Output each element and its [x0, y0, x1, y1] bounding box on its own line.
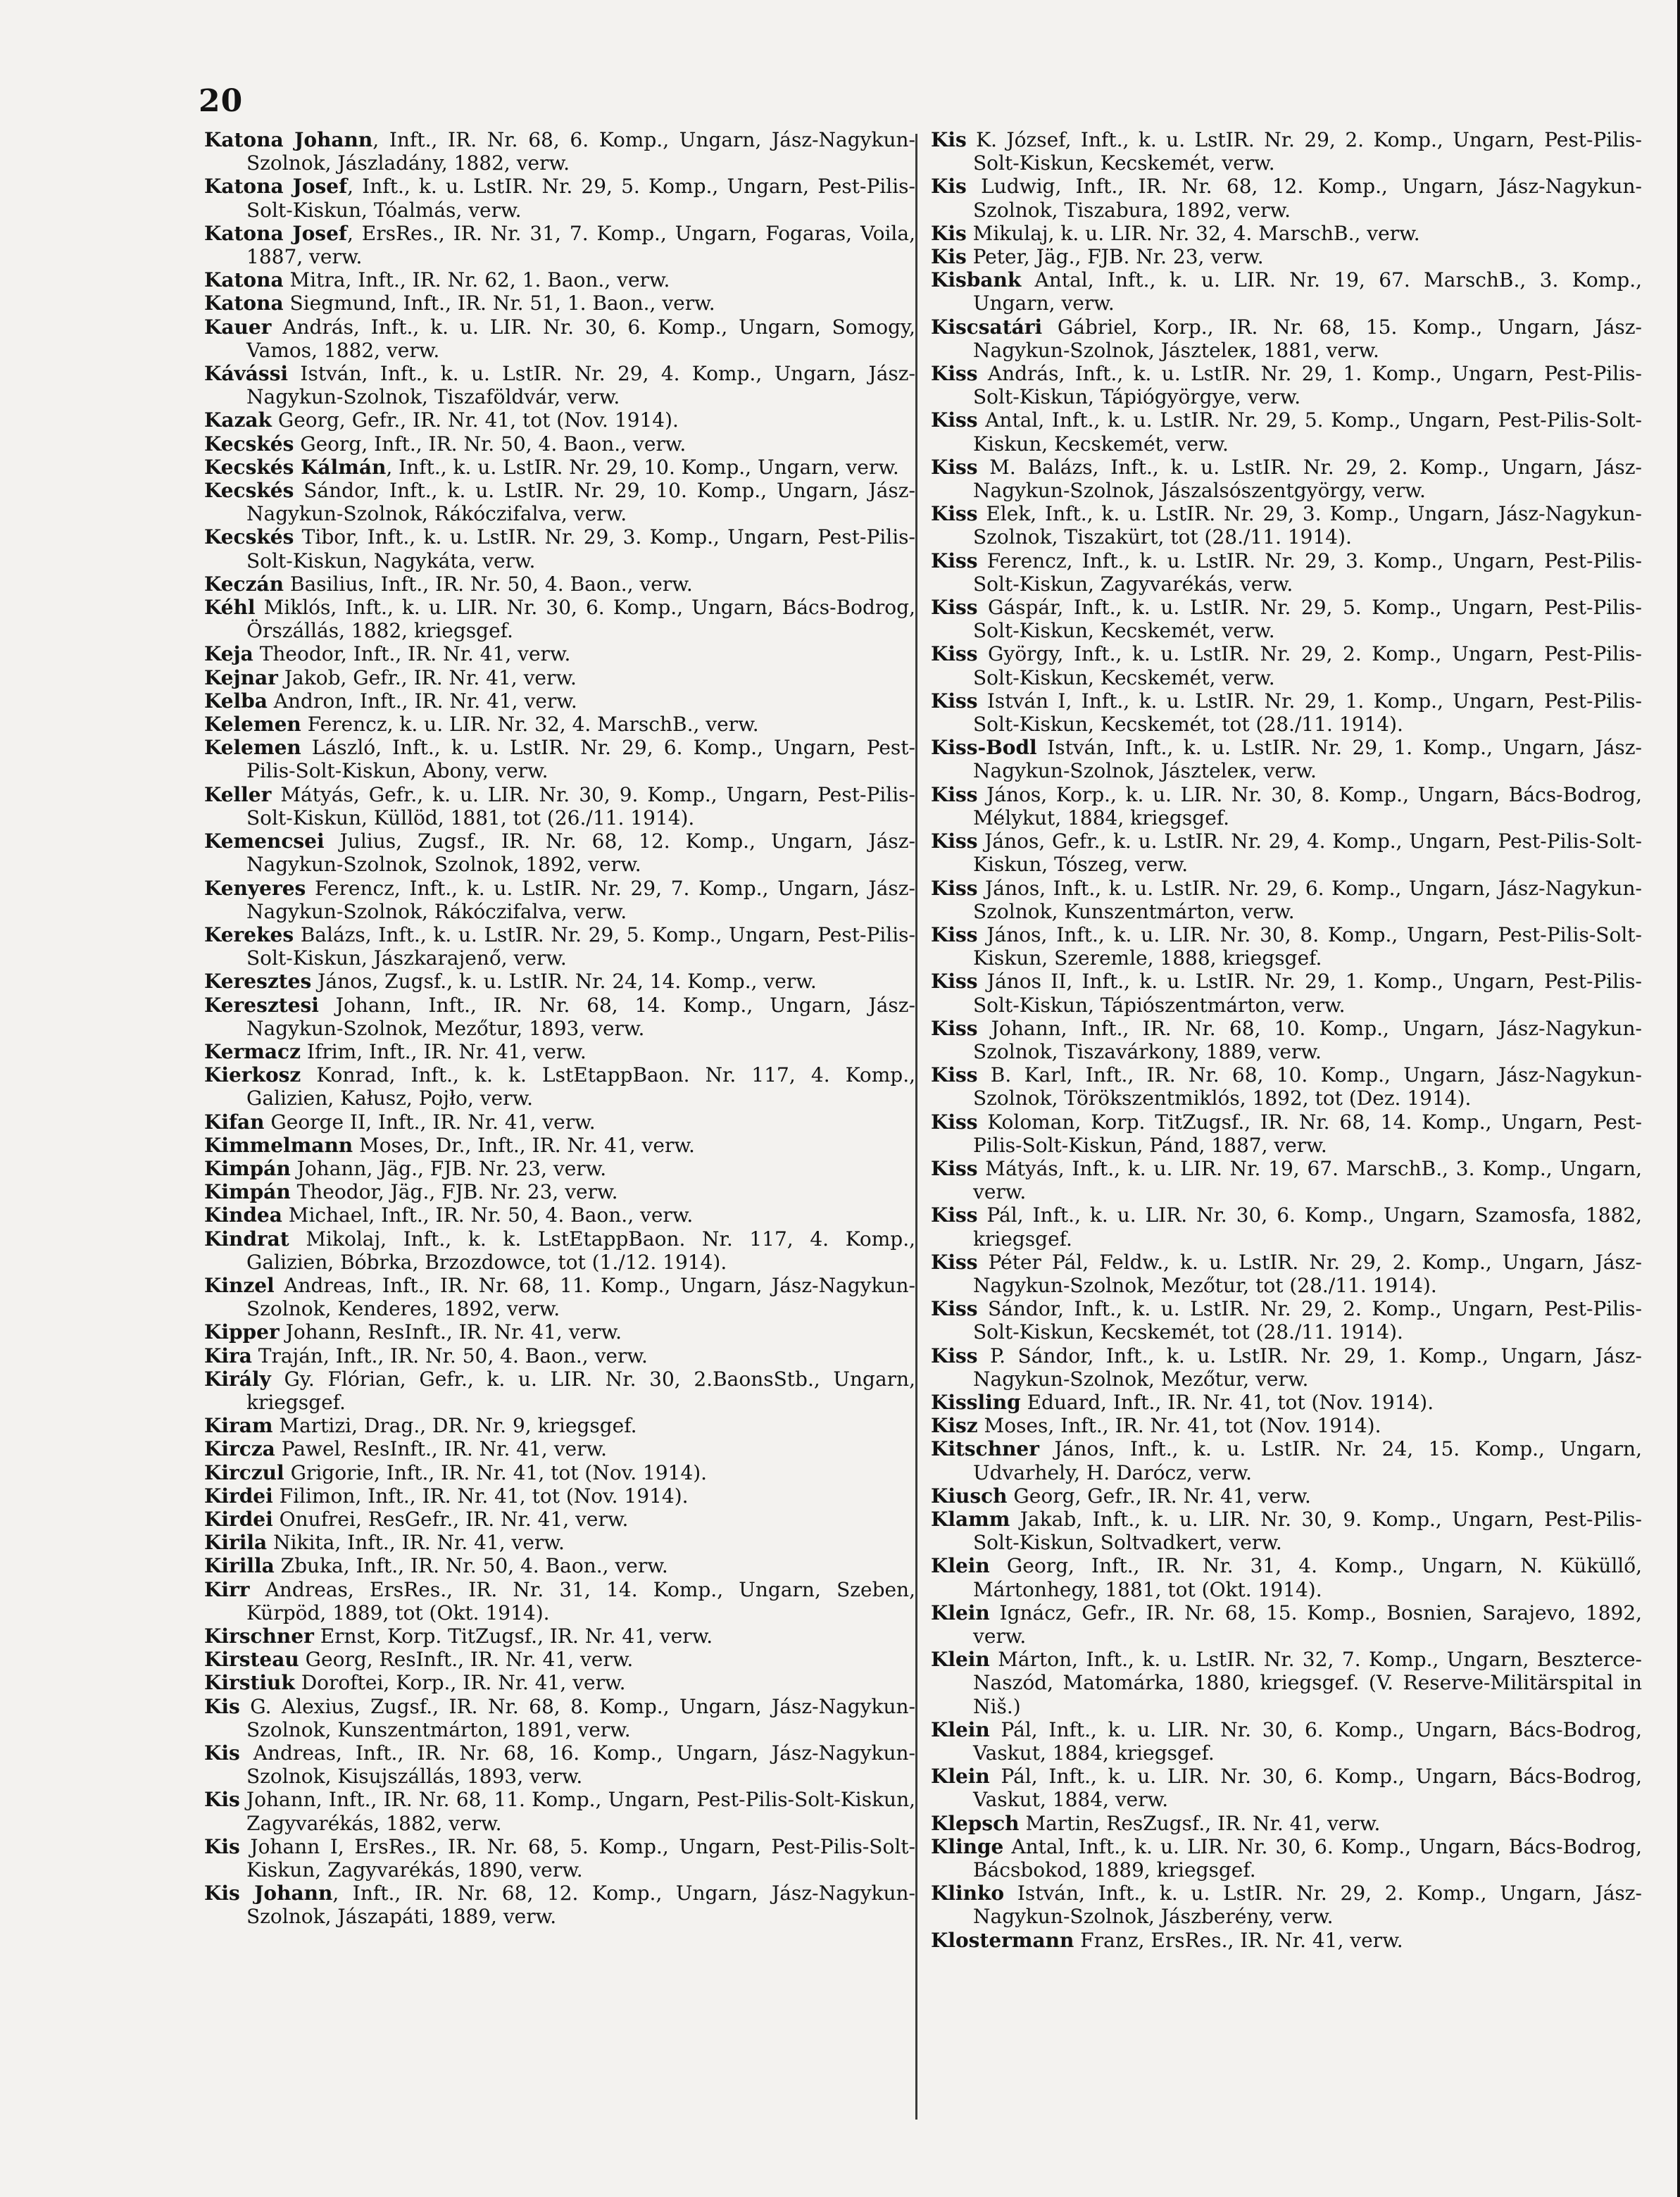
entry-surname: Katona Josef	[204, 221, 347, 245]
entry-surname: Kiss	[931, 1250, 978, 1274]
list-item	[931, 830, 1642, 876]
entry-surname: Kávássi	[204, 362, 289, 386]
entry-details: Gáspár, Inft., k. u. LstIR. Nr. 29, 5. Komp., Ungarn, Pest-Pilis-Solt-Kiskun, Kecskemét, verw.	[973, 596, 1642, 643]
entry-details: Mikulaj, k. u. LIR. Nr. 32, 4. MarschB., verw.	[966, 221, 1420, 245]
entry-details: Koloman, Korp. TitZugsf., IR. Nr. 68, 14. Komp., Ungarn, Pest-Pilis-Solt-Kiskun, Pánd, 1887, verw.	[973, 1110, 1642, 1157]
list-item	[204, 1671, 915, 1694]
entry-surname: Kirschner	[204, 1625, 314, 1648]
list-item	[204, 1835, 915, 1882]
list-item	[931, 315, 1642, 362]
list-item	[204, 1625, 915, 1648]
entry-details: Georg, ResInft., IR. Nr. 41, verw.	[299, 1648, 634, 1672]
entry-details: Balázs, Inft., k. u. LstIR. Nr. 29, 5. Komp., Ungarn, Pest-Pilis-Solt-Kiskun, Jászkarajenő, verw.	[246, 922, 915, 970]
entry-details: Jakob, Gefr., IR. Nr. 41, verw.	[277, 665, 577, 689]
list-item	[204, 1741, 915, 1788]
list-item	[204, 1437, 915, 1460]
entry-details: István, Inft., k. u. LstIR. Nr. 29, 4. Komp., Ungarn, Jász-Nagykun-Szolnok, Tiszaföldvár, verw.	[246, 362, 915, 409]
entry-details: Andron, Inft., IR. Nr. 41, verw.	[267, 689, 577, 713]
list-item	[204, 642, 915, 665]
list-item	[931, 1882, 1642, 1928]
entry-surname: Kirdei	[204, 1507, 273, 1531]
right-column	[931, 128, 1642, 1952]
entry-details: , Inft., IR. Nr. 68, 6. Komp., Ungarn, Jász-Nagykun-Szolnok, Jászladány, 1882, verw.	[246, 128, 915, 175]
entry-details: Traján, Inft., IR. Nr. 50, 4. Baon., verw.	[251, 1344, 648, 1367]
list-item	[204, 1695, 915, 1741]
entry-surname: Kermacz	[204, 1039, 301, 1063]
entry-details: János, Zugsf., k. u. LstIR. Nr. 24, 14. Komp., verw.	[311, 970, 817, 994]
entry-surname: Kiram	[204, 1414, 273, 1438]
list-item	[931, 1110, 1642, 1157]
entry-surname: Kiss	[931, 922, 978, 946]
entry-surname: Kecskés	[204, 479, 294, 503]
list-item	[931, 362, 1642, 408]
entry-details: Ifrim, Inft., IR. Nr. 41, verw.	[301, 1039, 587, 1063]
entry-details: Pál, Inft., k. u. LIR. Nr. 30, 6. Komp., Ungarn, Szamosfa, 1882, kriegsgef.	[973, 1203, 1642, 1251]
entry-details: Johann I, ErsRes., IR. Nr. 68, 5. Komp., Ungarn, Pest-Pilis-Solt-Kiskun, Zagyvarékás, 1890, verw.	[239, 1834, 915, 1882]
entry-surname: Klepsch	[931, 1811, 1020, 1835]
entry-details: Miklós, Inft., k. u. LIR. Nr. 30, 6. Komp., Ungarn, Bács-Bodrog, Örszállás, 1882, kriegsgef.	[246, 596, 915, 643]
entry-surname: Keczán	[204, 572, 284, 596]
entry-surname: Kiss	[931, 1203, 978, 1227]
entry-surname: Kipper	[204, 1320, 280, 1344]
list-item	[931, 502, 1642, 549]
entry-surname: Kiss	[931, 1156, 978, 1180]
entry-surname: Keja	[204, 642, 253, 666]
entry-surname: Kiss	[931, 1063, 978, 1087]
entry-details: Ferencz, Inft., k. u. LstIR. Nr. 29, 3. Komp., Ungarn, Pest-Pilis-Solt-Kiskun, Zagyvarékás, verw.	[973, 549, 1642, 596]
entry-surname: Klein	[931, 1554, 990, 1578]
entry-surname: Kis	[204, 1834, 240, 1858]
list-item	[204, 1344, 915, 1367]
entry-surname: Klinko	[931, 1882, 1005, 1905]
entry-details: Theodor, Jäg., FJB. Nr. 23, verw.	[290, 1180, 618, 1204]
entry-details: János, Korp., k. u. LIR. Nr. 30, 8. Komp., Ungarn, Bács-Bodrog, Mélykut, 1884, kriegsgef.	[973, 782, 1642, 830]
entry-surname: Kimpán	[204, 1156, 291, 1180]
entry-details: György, Inft., k. u. LstIR. Nr. 29, 2. Komp., Ungarn, Pest-Pilis-Solt-Kiskun, Kecskemét, verw.	[973, 642, 1642, 689]
list-item	[204, 1531, 915, 1554]
entry-details: Julius, Zugsf., IR. Nr. 68, 12. Komp., Ungarn, Jász-Nagykun-Szolnok, Szolnok, 1892, verw.	[246, 830, 915, 877]
list-item	[204, 1227, 915, 1274]
list-item	[204, 689, 915, 713]
entry-surname: Kimpán	[204, 1180, 291, 1204]
entry-details: Grigorie, Inft., IR. Nr. 41, tot (Nov. 1914).	[284, 1460, 708, 1484]
entry-surname: Kéhl	[204, 596, 256, 620]
entry-surname: Keresztes	[204, 970, 312, 994]
entry-details: Onufrei, ResGefr., IR. Nr. 41, verw.	[272, 1507, 629, 1531]
entry-details: George II, Inft., IR. Nr. 41, verw.	[264, 1110, 596, 1134]
entry-details: Andreas, Inft., IR. Nr. 68, 11. Komp., Ungarn, Jász-Nagykun-Szolnok, Kenderes, 1892, verw.	[246, 1273, 915, 1321]
entry-details: István I, Inft., k. u. LstIR. Nr. 29, 1. Komp., Ungarn, Pest-Pilis-Solt-Kiskun, Kecskemét, tot (28./11. 1914).	[973, 689, 1642, 737]
list-item	[204, 1180, 915, 1203]
list-item	[204, 1274, 915, 1320]
entry-surname: Kifan	[204, 1110, 265, 1134]
list-item	[931, 1508, 1642, 1554]
list-item	[204, 596, 915, 642]
list-item	[204, 572, 915, 596]
entry-surname: Kirr	[204, 1577, 250, 1601]
list-item	[204, 222, 915, 268]
list-item	[931, 1812, 1642, 1835]
list-item	[931, 970, 1642, 1016]
list-item	[204, 1063, 915, 1110]
entry-surname: Kauer	[204, 315, 272, 339]
list-item	[204, 1882, 915, 1928]
list-item	[931, 245, 1642, 268]
list-item	[204, 1320, 915, 1344]
entry-details: Johann, Inft., IR. Nr. 68, 10. Komp., Ungarn, Jász-Nagykun-Szolnok, Tiszavárkony, 1889, verw.	[973, 1016, 1642, 1063]
entry-details: , ErsRes., IR. Nr. 31, 7. Komp., Ungarn, Fogaras, Voila, 1887, verw.	[246, 221, 915, 269]
entry-surname: Keresztesi	[204, 993, 319, 1017]
entry-surname: Klostermann	[931, 1928, 1074, 1952]
list-item	[931, 1484, 1642, 1508]
entry-details: Ludwig, Inft., IR. Nr. 68, 12. Komp., Ungarn, Jász-Nagykun-Szolnok, Tiszabura, 1892, verw.	[966, 175, 1642, 222]
list-item	[931, 222, 1642, 245]
entry-details: Mátyás, Gefr., k. u. LIR. Nr. 30, 9. Komp., Ungarn, Pest-Pilis-Solt-Kiskun, Küllöd, 1881, tot (26./11. 1914).	[246, 782, 915, 830]
entry-surname: Kiss	[931, 689, 978, 713]
entry-surname: Kiss-Bodl	[931, 736, 1037, 760]
entry-details: Martizi, Drag., DR. Nr. 9, kriegsgef.	[272, 1414, 637, 1438]
list-item	[204, 1040, 915, 1063]
entry-details: János, Inft., k. u. LstIR. Nr. 29, 6. Komp., Ungarn, Jász-Nagykun-Szolnok, Kunszentmárton, verw.	[973, 876, 1642, 923]
entry-surname: Katona Josef	[204, 175, 348, 199]
entry-surname: Kiscsatári	[931, 315, 1043, 339]
list-item	[204, 970, 915, 993]
entry-surname: Kelba	[204, 689, 268, 713]
list-item	[204, 1508, 915, 1531]
list-item	[204, 1648, 915, 1671]
entry-surname: Klein	[931, 1601, 990, 1625]
entry-details: János, Inft., k. u. LstIR. Nr. 24, 15. Komp., Ungarn, Udvarhely, H. Daróсz, verw.	[973, 1437, 1642, 1484]
entry-surname: Kissling	[931, 1390, 1021, 1414]
entry-details: P. Sándor, Inft., k. u. LstIR. Nr. 29, 1. Komp., Ungarn, Jász-Nagykun-Szolnok, Mezőtur, verw.	[973, 1344, 1642, 1391]
list-item	[204, 1203, 915, 1227]
entry-surname: Klein	[931, 1765, 990, 1789]
entry-details: András, Inft., k. u. LIR. Nr. 30, 6. Komp., Ungarn, Somogy, Vamos, 1882, verw.	[246, 315, 915, 362]
entry-details: János, Gefr., k. u. LstIR. Nr. 29, 4. Komp., Ungarn, Pest-Pilis-Solt-Kiskun, Tószeg, verw.	[973, 830, 1642, 877]
entry-surname: Kiss	[931, 876, 978, 900]
entry-surname: Kiss	[931, 1110, 978, 1134]
entry-surname: Kis	[931, 128, 967, 151]
list-item	[204, 362, 915, 408]
column-divider	[915, 134, 917, 2120]
entry-surname: Kiss	[931, 642, 978, 666]
entry-details: Pál, Inft., k. u. LIR. Nr. 30, 6. Komp., Ungarn, Bács-Bodrog, Vaskut, 1884, verw.	[973, 1765, 1642, 1812]
entry-details: Georg, Inft., IR. Nr. 50, 4. Baon., verw.	[294, 432, 687, 456]
list-item	[931, 736, 1642, 782]
entry-surname: Kiss	[931, 782, 978, 806]
entry-surname: Kirczul	[204, 1460, 284, 1484]
left-column	[204, 128, 915, 1929]
list-item	[931, 1414, 1642, 1437]
entry-details: Jakab, Inft., k. u. LIR. Nr. 30, 9. Komp., Ungarn, Pest-Pilis-Solt-Kiskun, Soltvadkert, verw.	[973, 1507, 1642, 1555]
entry-details: Antal, Inft., k. u. LIR. Nr. 19, 67. MarschB., 3. Komp., Ungarn, verw.	[973, 268, 1642, 315]
entry-details: László, Inft., k. u. LstIR. Nr. 29, 6. Komp., Ungarn, Pest-Pilis-Solt-Kiskun, Abony, verw.	[246, 736, 915, 783]
entry-details: András, Inft., k. u. LstIR. Nr. 29, 1. Komp., Ungarn, Pest-Pilis-Solt-Kiskun, Tápiógyörgye, verw.	[973, 362, 1642, 409]
entry-details: Gy. Flórian, Gefr., k. u. LIR. Nr. 30, 2.BaonsStb., Ungarn, kriegsgef.	[246, 1367, 915, 1414]
list-item	[931, 1765, 1642, 1811]
page-number: 20	[199, 83, 244, 119]
entry-surname: Katona	[204, 268, 284, 292]
list-item	[204, 175, 915, 221]
list-item	[931, 1648, 1642, 1718]
list-item	[204, 432, 915, 456]
entry-surname: Kimmelmann	[204, 1133, 353, 1157]
entry-surname: Kirila	[204, 1531, 268, 1555]
entry-surname: Katona	[204, 292, 284, 315]
entry-surname: Kecskés	[204, 432, 294, 456]
entry-details: Elek, Inft., k. u. LstIR. Nr. 29, 3. Komp., Ungarn, Jász-Nagykun-Szolnok, Tiszakürt, tot (28./11. 1914).	[973, 502, 1642, 549]
entry-surname: Kejnar	[204, 665, 278, 689]
list-item	[204, 1461, 915, 1484]
entry-details: Pál, Inft., k. u. LIR. Nr. 30, 6. Komp., Ungarn, Bács-Bodrog, Vaskut, 1884, kriegsgef.	[973, 1717, 1642, 1765]
entry-details: Péter Pál, Feldw., k. u. LstIR. Nr. 29, 2. Komp., Ungarn, Jász-Nagykun-Szolnok, Mezőtur, tot (28./11. 1914).	[973, 1250, 1642, 1297]
list-item	[204, 268, 915, 292]
entry-details: Zbuka, Inft., IR. Nr. 50, 4. Baon., verw.	[274, 1554, 668, 1578]
entry-surname: Kinzel	[204, 1273, 275, 1297]
entry-surname: Kis	[204, 1694, 240, 1718]
entry-details: Doroftei, Korp., IR. Nr. 41, verw.	[294, 1671, 626, 1695]
list-item	[204, 1554, 915, 1577]
entry-details: István, Inft., k. u. LstIR. Nr. 29, 2. Komp., Ungarn, Jász-Nagykun-Szolnok, Jászberény, verw.	[973, 1882, 1642, 1929]
entry-details: Johann, Jäg., FJB. Nr. 23, verw.	[290, 1156, 607, 1180]
entry-surname: Kerekes	[204, 922, 294, 946]
list-item	[204, 713, 915, 736]
entry-surname: Kiss	[931, 1344, 978, 1367]
entry-details: Basilius, Inft., IR. Nr. 50, 4. Baon., verw.	[283, 572, 693, 596]
entry-details: István, Inft., k. u. LstIR. Nr. 29, 1. Komp., Ungarn, Jász-Nagykun-Szolnok, Jászteleк, verw.	[973, 736, 1642, 783]
list-item	[204, 128, 915, 175]
entry-surname: Kazak	[204, 408, 272, 432]
entry-surname: Kirdei	[204, 1484, 273, 1508]
entry-surname: Kiss	[931, 549, 978, 572]
entry-surname: Kenyeres	[204, 876, 306, 900]
list-item	[931, 689, 1642, 736]
list-item	[931, 1554, 1642, 1601]
entry-surname: Kiss	[931, 1016, 978, 1040]
list-item	[931, 1203, 1642, 1250]
entry-surname: Kitschner	[931, 1437, 1039, 1461]
entry-surname: Kisbank	[931, 268, 1022, 292]
list-item	[931, 1718, 1642, 1765]
page-edge	[1677, 0, 1680, 2197]
entry-details: Johann, Inft., IR. Nr. 68, 14. Komp., Ungarn, Jász-Nagykun-Szolnok, Mezőtur, 1893, verw.	[246, 993, 915, 1040]
entry-details: Gábriel, Korp., IR. Nr. 68, 15. Komp., Ungarn, Jász-Nagykun-Szolnok, Jászteleк, 1881, verw.	[973, 315, 1642, 362]
entry-surname: Kis Johann	[204, 1882, 333, 1905]
entry-surname: Kelemen	[204, 736, 301, 760]
list-item	[204, 525, 915, 572]
list-item	[204, 456, 915, 479]
list-item	[931, 1929, 1642, 1952]
list-item	[204, 1367, 915, 1414]
list-item	[931, 408, 1642, 455]
entry-details: Pawel, ResInft., IR. Nr. 41, verw.	[275, 1437, 608, 1461]
entry-surname: Kis	[931, 175, 967, 199]
list-item	[204, 1134, 915, 1157]
entry-details: Antal, Inft., k. u. LIR. Nr. 30, 6. Komp., Ungarn, Bács-Bodrog, Bácsbokod, 1889, kriegsgef.	[973, 1834, 1642, 1882]
entry-details: Ferencz, k. u. LIR. Nr. 32, 4. MarschB., verw.	[301, 713, 759, 737]
entry-details: Ferencz, Inft., k. u. LstIR. Nr. 29, 7. Komp., Ungarn, Jász-Nagykun-Szolnok, Rákóczifalva, verw.	[246, 876, 915, 923]
entry-details: Moses, Dr., Inft., IR. Nr. 41, verw.	[353, 1133, 695, 1157]
entry-details: Konrad, Inft., k. k. LstEtappBaon. Nr. 117, 4. Komp., Galizien, Kałusz, Pojło, verw.	[246, 1063, 915, 1110]
entry-surname: Kis	[931, 245, 967, 269]
list-item	[931, 1251, 1642, 1297]
entry-surname: Kirstiuk	[204, 1671, 295, 1695]
list-item	[931, 1017, 1642, 1063]
entry-surname: Kirsteau	[204, 1648, 299, 1672]
list-item	[931, 1157, 1642, 1203]
list-item	[204, 315, 915, 362]
list-item	[204, 923, 915, 970]
entry-details: Márton, Inft., k. u. LstIR. Nr. 32, 7. Komp., Ungarn, Beszterce-Naszód, Matomárka, 1880, kriegsgef. (V. Reserve-Militärspital in Niš.)	[973, 1648, 1642, 1718]
entry-surname: Kiss	[931, 970, 978, 994]
entry-surname: Kindrat	[204, 1227, 289, 1251]
entry-details: Theodor, Inft., IR. Nr. 41, verw.	[253, 642, 571, 666]
list-item	[931, 1344, 1642, 1391]
list-item	[931, 1297, 1642, 1344]
entry-details: G. Alexius, Zugsf., IR. Nr. 68, 8. Komp., Ungarn, Jász-Nagykun-Szolnok, Kunszentmárton, 1891, verw.	[239, 1694, 915, 1741]
list-item	[204, 1484, 915, 1508]
list-item	[204, 783, 915, 830]
entry-surname: Klamm	[931, 1507, 1010, 1531]
entry-surname: Kiss	[931, 408, 978, 432]
entry-details: Georg, Gefr., IR. Nr. 41, tot (Nov. 1914).	[271, 408, 679, 432]
entry-surname: Király	[204, 1367, 271, 1391]
list-item	[931, 1601, 1642, 1648]
entry-details: János, Inft., k. u. LIR. Nr. 30, 8. Komp., Ungarn, Pest-Pilis-Solt-Kiskun, Szeremle, 1888, kriegsgef.	[973, 922, 1642, 970]
entry-details: Sándor, Inft., k. u. LstIR. Nr. 29, 10. Komp., Ungarn, Jász-Nagykun-Szolnok, Rákóczifalva, verw.	[246, 479, 915, 526]
entry-surname: Kis	[931, 221, 967, 245]
entry-details: Martin, ResZugsf., IR. Nr. 41, verw.	[1019, 1811, 1381, 1835]
list-item	[931, 1391, 1642, 1414]
list-item	[204, 1157, 915, 1180]
list-item	[204, 1414, 915, 1437]
entry-details: Johann, ResInft., IR. Nr. 41, verw.	[279, 1320, 622, 1344]
entry-details: Filimon, Inft., IR. Nr. 41, tot (Nov. 1914).	[272, 1484, 689, 1508]
list-item	[931, 1437, 1642, 1484]
entry-details: Mátyás, Inft., k. u. LIR. Nr. 19, 67. MarschB., 3. Komp., Ungarn, verw.	[973, 1156, 1642, 1204]
entry-details: Mitra, Inft., IR. Nr. 62, 1. Baon., verw.	[283, 268, 670, 292]
list-item	[931, 596, 1642, 642]
entry-details: B. Karl, Inft., IR. Nr. 68, 10. Komp., Ungarn, Jász-Nagykun-Szolnok, Törökszentmiklós, 1892, tot (Dez. 1914).	[973, 1063, 1642, 1110]
entry-details: M. Balázs, Inft., k. u. LstIR. Nr. 29, 2. Komp., Ungarn, Jász-Nagykun-Szolnok, Jászalsószentgyörgy, verw.	[973, 455, 1642, 503]
list-item	[204, 830, 915, 876]
entry-surname: Kiss	[931, 596, 978, 620]
entry-surname: Kis	[204, 1741, 240, 1765]
list-item	[931, 642, 1642, 689]
list-item	[204, 292, 915, 315]
entry-surname: Kemencsei	[204, 830, 325, 853]
entry-surname: Kiusch	[931, 1484, 1008, 1508]
entry-details: Ernst, Korp. TitZugsf., IR. Nr. 41, verw.	[313, 1625, 713, 1648]
list-item	[931, 1063, 1642, 1110]
entry-details: Franz, ErsRes., IR. Nr. 41, verw.	[1074, 1928, 1403, 1952]
list-item	[204, 408, 915, 432]
entry-details: Michael, Inft., IR. Nr. 50, 4. Baon., verw.	[282, 1203, 694, 1227]
entry-surname: Kis	[204, 1788, 240, 1812]
entry-details: Peter, Jäg., FJB. Nr. 23, verw.	[966, 245, 1264, 269]
entry-surname: Kindea	[204, 1203, 282, 1227]
list-item	[931, 549, 1642, 596]
list-item	[931, 175, 1642, 221]
entry-surname: Kiss	[931, 830, 978, 853]
entry-surname: Kiss	[931, 502, 978, 526]
entry-surname: Kisz	[931, 1414, 978, 1438]
entry-details: Siegmund, Inft., IR. Nr. 51, 1. Baon., verw.	[283, 292, 715, 315]
entry-surname: Keller	[204, 782, 272, 806]
entry-details: Georg, Inft., IR. Nr. 31, 4. Komp., Ungarn, N. Küküllő, Mártonhegy, 1881, tot (Okt. 1914).	[973, 1554, 1642, 1601]
list-item	[931, 456, 1642, 502]
entry-details: , Inft., k. u. LstIR. Nr. 29, 5. Komp., Ungarn, Pest-Pilis-Solt-Kiskun, Tóalmás, verw.	[246, 175, 916, 222]
list-item	[204, 1788, 915, 1834]
entry-details: János II, Inft., k. u. LstIR. Nr. 29, 1. Komp., Ungarn, Pest-Pilis-Solt-Kiskun, Tápiószentmárton, verw.	[973, 970, 1642, 1017]
entry-details: Ignácz, Gefr., IR. Nr. 68, 15. Komp., Bosnien, Sarajevo, 1892, verw.	[973, 1601, 1642, 1648]
list-item	[931, 268, 1642, 315]
entry-details: Eduard, Inft., IR. Nr. 41, tot (Nov. 1914).	[1020, 1390, 1434, 1414]
list-item	[931, 877, 1642, 923]
entry-details: Nikita, Inft., IR. Nr. 41, verw.	[267, 1531, 565, 1555]
entry-details: Moses, Inft., IR. Nr. 41, tot (Nov. 1914).	[977, 1414, 1381, 1438]
entry-details: Tibor, Inft., k. u. LstIR. Nr. 29, 3. Komp., Ungarn, Pest-Pilis-Solt-Kiskun, Nagykáta, verw.	[246, 525, 915, 572]
entry-details: Sándor, Inft., k. u. LstIR. Nr. 29, 2. Komp., Ungarn, Pest-Pilis-Solt-Kiskun, Kecskemét, tot (28./11. 1914).	[973, 1297, 1642, 1344]
entry-details: Andreas, ErsRes., IR. Nr. 31, 14. Komp., Ungarn, Szeben, Kürpöd, 1889, tot (Okt. 1914).	[246, 1577, 915, 1625]
entry-surname: Kira	[204, 1344, 252, 1367]
list-item	[204, 877, 915, 923]
entry-details: Andreas, Inft., IR. Nr. 68, 16. Komp., Ungarn, Jász-Nagykun-Szolnok, Kisujszállás, 1893, verw.	[239, 1741, 915, 1789]
entry-details: Johann, Inft., IR. Nr. 68, 11. Komp., Ungarn, Pest-Pilis-Solt-Kiskun, Zagyvarékás, 1882, verw.	[239, 1788, 915, 1835]
entry-details: K. József, Inft., k. u. LstIR. Nr. 29, 2. Komp., Ungarn, Pest-Pilis-Solt-Kiskun, Kecskemét, verw.	[966, 128, 1642, 175]
list-item	[931, 783, 1642, 830]
entry-surname: Kircza	[204, 1437, 275, 1461]
entry-details: Mikolaj, Inft., k. k. LstEtappBaon. Nr. 117, 4. Komp., Galizien, Bóbrka, Brzozdowce, tot (1./12. 1914).	[246, 1227, 915, 1274]
entry-surname: Kelemen	[204, 713, 301, 737]
entry-surname: Klein	[931, 1717, 990, 1741]
entry-details: , Inft., k. u. LstIR. Nr. 29, 10. Komp., Ungarn, verw.	[386, 455, 899, 479]
entry-surname: Kiss	[931, 362, 978, 386]
list-item	[204, 479, 915, 525]
entry-surname: Kirilla	[204, 1554, 275, 1578]
list-item	[204, 736, 915, 782]
list-item	[204, 1578, 915, 1625]
list-item	[931, 923, 1642, 970]
entry-surname: Kecskés	[204, 525, 294, 549]
entry-surname: Kecskés Kálmán	[204, 455, 387, 479]
list-item	[931, 128, 1642, 175]
entry-surname: Kiss	[931, 1297, 978, 1321]
entry-details: , Inft., IR. Nr. 68, 12. Komp., Ungarn, Jász-Nagykun-Szolnok, Jászapáti, 1889, verw.	[246, 1882, 916, 1929]
entry-surname: Kiss	[931, 455, 978, 479]
list-item	[204, 666, 915, 689]
entry-details: Georg, Gefr., IR. Nr. 41, verw.	[1007, 1484, 1311, 1508]
entry-surname: Klinge	[931, 1834, 1004, 1858]
entry-surname: Kierkosz	[204, 1063, 301, 1087]
list-item	[931, 1835, 1642, 1882]
list-item	[204, 994, 915, 1040]
list-item	[204, 1110, 915, 1134]
entry-details: Antal, Inft., k. u. LstIR. Nr. 29, 5. Komp., Ungarn, Pest-Pilis-Solt-Kiskun, Kecskemét, verw.	[973, 408, 1642, 456]
entry-surname: Katona Johann	[204, 128, 373, 151]
entry-surname: Klein	[931, 1648, 990, 1672]
